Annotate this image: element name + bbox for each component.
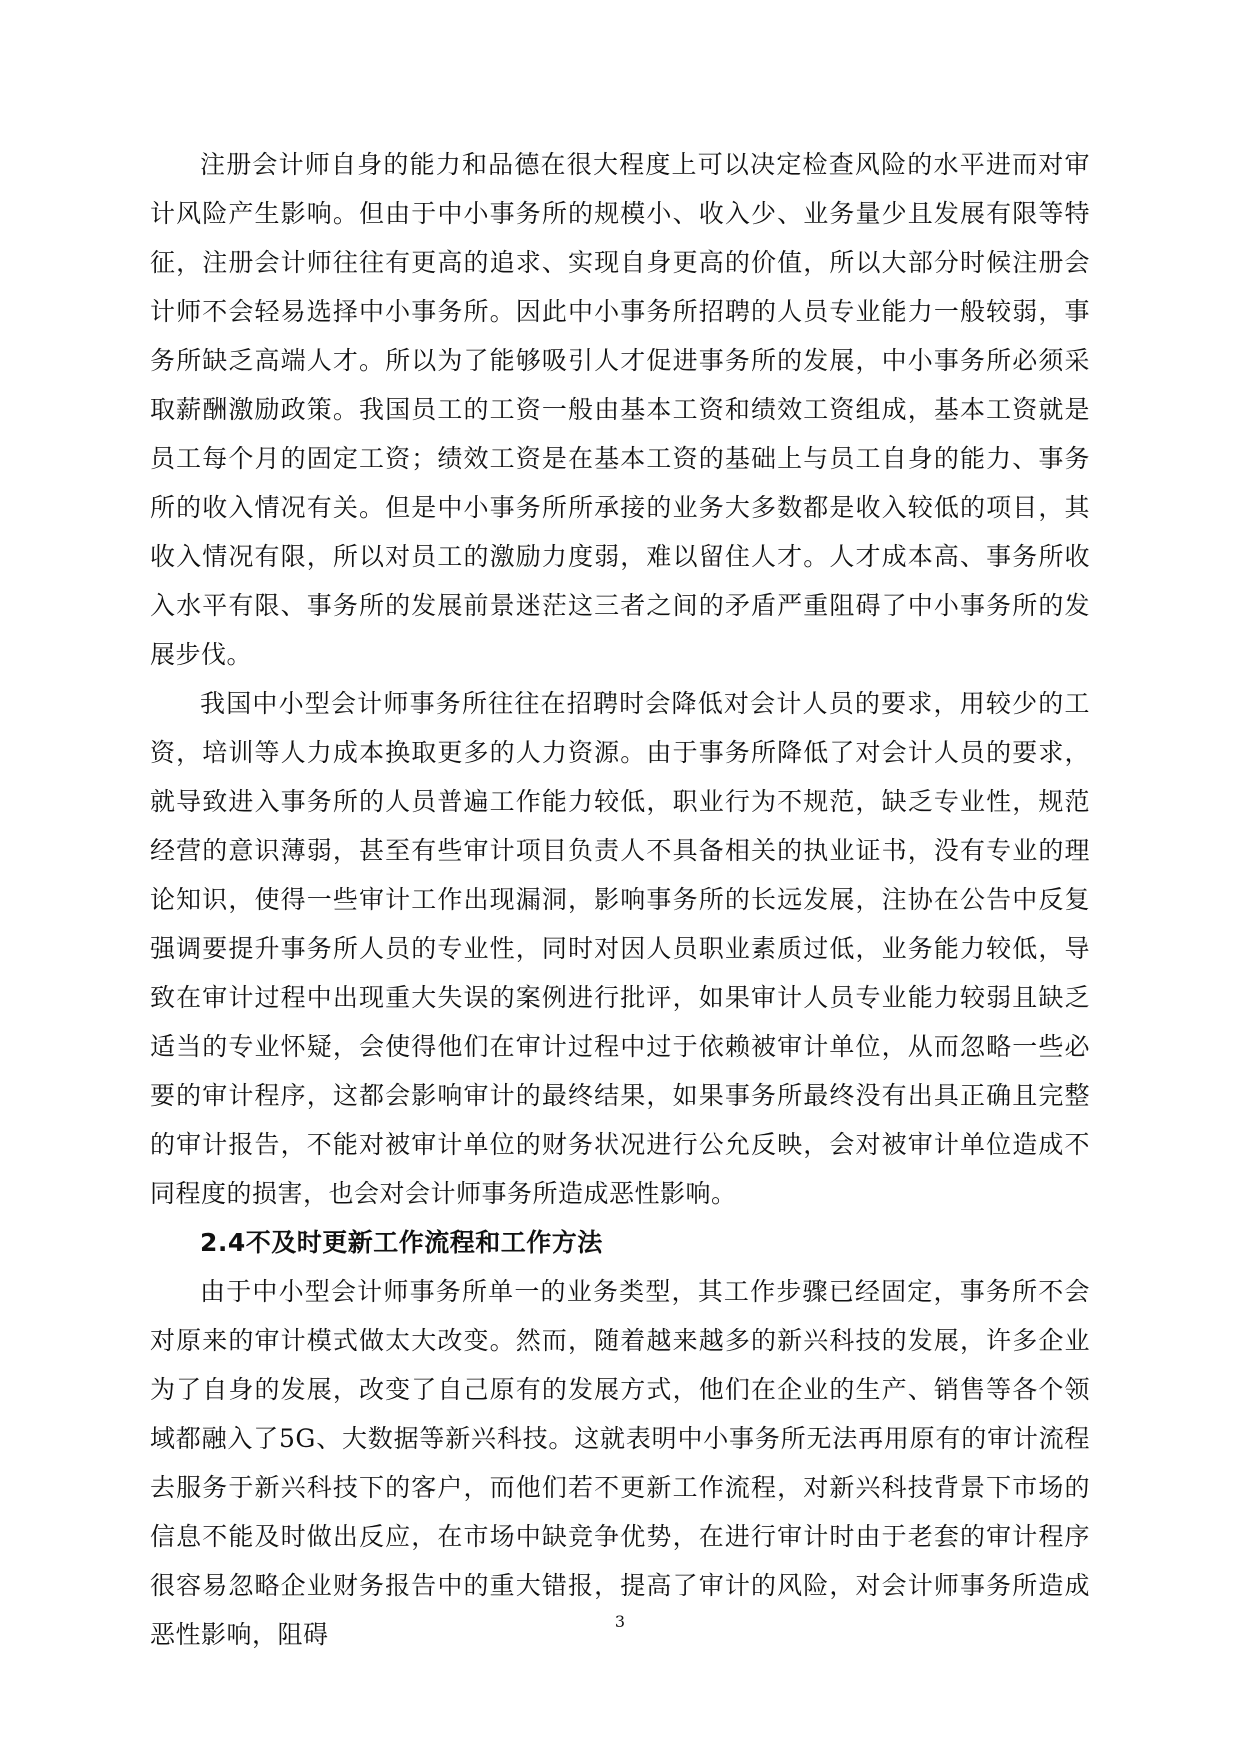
document-body bbox=[150, 140, 1090, 1659]
page-number: 3 bbox=[614, 1612, 626, 1631]
paragraph-workflow-update: 由于中小型会计师事务所单一的业务类型，其工作步骤已经固定，事务所不会对原来的审计模式做太大改变。然而，随着越来越多的新兴科技的发展，许多企业为了自身的发展，改变了自己原有的发展方式，他们在企业的生产、销售等各个领域都融入了5G、大数据等新兴科技。这就表明中小事务所无法再用原有的审计流程去服务于新兴科技下的客户，而他们若不更新工作流程，对新兴科技背景下市场的信息不能及时做出反应，在市场中缺竞争优势，在进行审计时由于老套的审计程序很容易忽略企业财务报告中的重大错报，提高了审计的风险，对会计师事务所造成恶性影响，阻碍 bbox=[150, 1277, 1090, 1649]
paragraph-talent-retention: 注册会计师自身的能力和品德在很大程度上可以决定检查风险的水平进而对审计风险产生影响。但由于中小事务所的规模小、收入少、业务量少且发展有限等特征，注册会计师往往有更高的追求、实现自身更高的价值，所以大部分时候注册会计师不会轻易选择中小事务所。因此中小事务所招聘的人员专业能力一般较弱，事务所缺乏高端人才。所以为了能够吸引人才促进事务所的发展，中小事务所必须采取薪酬激励政策。我国员工的工资一般由基本工资和绩效工资组成，基本工资就是员工每个月的固定工资；绩效工资是在基本工资的基础上与员工自身的能力、事务所的收入情况有关。但是中小事务所所承接的业务大多数都是收入较低的项目，其收入情况有限，所以对员工的激励力度弱，难以留住人才。人才成本高、事务所收入水平有限、事务所的发展前景迷茫这三者之间的矛盾严重阻碍了中小事务所的发展步伐。 bbox=[150, 150, 1090, 669]
paragraph-staff-competence: 我国中小型会计师事务所往往在招聘时会降低对会计人员的要求，用较少的工资，培训等人力成本换取更多的人力资源。由于事务所降低了对会计人员的要求，就导致进入事务所的人员普遍工作能力较低，职业行为不规范，缺乏专业性，规范经营的意识薄弱，甚至有些审计项目负责人不具备相关的执业证书，没有专业的理论知识，使得一些审计工作出现漏洞，影响事务所的长远发展，注协在公告中反复强调要提升事务所人员的专业性，同时对因人员职业素质过低，业务能力较低，导致在审计过程中出现重大失误的案例进行批评，如果审计人员专业能力较弱且缺乏适当的专业怀疑，会使得他们在审计过程中过于依赖被审计单位，从而忽略一些必要的审计程序，这都会影响审计的最终结果，如果事务所最终没有出具正确且完整的审计报告，不能对被审计单位的财务状况进行公允反映，会对被审计单位造成不同程度的损害，也会对会计师事务所造成恶性影响。 bbox=[150, 689, 1090, 1208]
section-heading-2-4: 2.4不及时更新工作流程和工作方法 bbox=[200, 1228, 603, 1257]
